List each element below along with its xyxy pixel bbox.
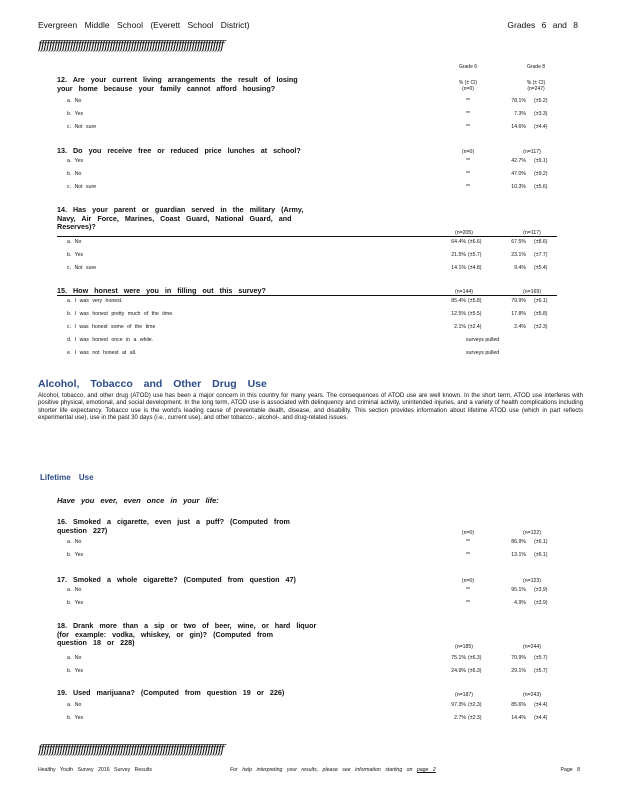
q15-e-note: surveys pulled [466,350,500,356]
q19-a-g8: 85.6% [511,702,526,708]
q19-b-g6-ci: (±2.3) [468,715,482,721]
col-grade6-pct: % (± CI) [458,80,478,86]
q14-a-g8-ci: (±8.6) [534,239,548,245]
q13-c-g8: 10.3% [511,184,526,190]
q12-b-g8: 7.3% [514,111,526,117]
q14-a-g6-ci: (±6.6) [468,239,482,245]
question-18: 18. Drank more than a sip or two of beer, wine, or hard liquor (for example: vodka, whiskey, or gin)? (Computed from question 18 or 228) [57,621,317,647]
subsection-title: Lifetime Use [40,473,94,482]
q14-rule [57,236,557,237]
q16-a-g8-ci: (±6.1) [534,539,548,545]
q12-c-g8: 14.6% [511,124,526,130]
q15-c-g8: 2.4% [514,324,526,330]
q15-a-g8-ci: (±6.1) [534,298,548,304]
q18-b-g8-ci: (±5.7) [534,668,548,674]
q17-b-g8-ci: (±3.9) [534,600,548,606]
q12-a-g6: ** [465,98,471,104]
question-15: 15. How honest were you in filling out this survey? [57,286,266,295]
q14-b-g8-ci: (±7.7) [534,252,548,258]
q19-b-g8: 14.4% [511,715,526,721]
q13-a-g8-ci: (±9.1) [534,158,548,164]
q18-a-g6-ci: (±6.3) [468,655,482,661]
q16-opt-a: a. No [67,539,82,545]
q19-a-g6: 97.3% [451,702,466,708]
q17-b-g6: ** [465,600,471,606]
q14-a-g8: 67.5% [511,239,526,245]
q14-b-g6: 21.5% [451,252,466,258]
q16-n-g6: (n=0) [461,530,475,536]
q13-opt-c: c. Not sure [67,184,97,190]
q14-opt-a: a. No [67,239,82,245]
question-16: 16. Smoked a cigarette, even just a puff? (Computed from question 227) [57,517,290,535]
q19-n-g8: (n=243) [522,692,542,698]
q12-c-g6: ** [465,124,471,130]
q13-c-g8-ci: (±5.6) [534,184,548,190]
question-17: 17. Smoked a whole cigarette? (Computed from question 47) [57,575,296,584]
q18-opt-a: a. No [67,655,82,661]
q18-b-g6: 24.9% [451,668,466,674]
question-14: 14. Has your parent or guardian served in the military (Army, Navy, Air Force, Marines, Coast Guard, National Guard, and Reserves)? [57,205,304,231]
q13-a-g6: ** [465,158,471,164]
q13-b-g8-ci: (±9.2) [534,171,548,177]
col-grade8-n: (n=247) [527,86,545,92]
q13-b-g8: 47.0% [511,171,526,177]
q13-opt-a: a. Yes [67,158,84,164]
q16-b-g8-ci: (±6.1) [534,552,548,558]
q12-a-g8-ci: (±5.2) [534,98,548,104]
q18-a-g8-ci: (±5.7) [534,655,548,661]
q12-c-g8-ci: (±4.4) [534,124,548,130]
q17-opt-b: b. Yes [67,600,84,606]
q16-b-g8: 13.1% [511,552,526,558]
q13-n-g8: (n=117) [523,149,541,155]
q15-a-g8: 79.9% [511,298,526,304]
footer-help-text [230,767,436,773]
q19-opt-a: a. No [67,702,82,708]
col-grade6: Grade 6 [458,64,478,70]
q15-c-g6-ci: (±2.4) [468,324,482,330]
q17-opt-a: a. No [67,587,82,593]
q16-b-g6: ** [465,552,471,558]
question-19: 19. Used marijuana? (Computed from question 19 or 226) [57,688,285,697]
question-12: 12. Are your current living arrangements the result of losing your home because your family cannot afford housing? [57,75,298,93]
q17-a-g8-ci: (±3.9) [534,587,548,593]
q15-b-g8-ci: (±5.8) [534,311,548,317]
q18-a-g8: 70.9% [511,655,526,661]
q16-opt-b: b. Yes [67,552,84,558]
q15-d-note: surveys pulled [466,337,500,343]
q15-n-g6: (n=144) [454,289,474,295]
q18-n-g8: (n=244) [522,644,542,650]
q13-b-g6: ** [465,171,471,177]
q14-c-g6: 14.1% [451,265,466,271]
q17-n-g8: (n=123) [522,578,542,584]
q18-b-g8: 29.1% [511,668,526,674]
q15-b-g6: 12.5% [451,311,466,317]
q19-a-g8-ci: (±4.4) [534,702,548,708]
q15-c-g8-ci: (±2.3) [534,324,548,330]
header-school: Evergreen Middle School (Everett School District) [38,20,250,30]
q12-opt-c: c. Not sure [67,124,97,130]
q14-c-g6-ci: (±4.8) [468,265,482,271]
col-grade6-n: (n=0) [462,86,474,92]
q14-n-g8: (n=117) [523,230,541,236]
footer-help-sentence: For help interpreting your results, please see information starting on [230,767,413,773]
q18-n-g6: (n=185) [454,644,474,650]
q19-b-g6: 2.7% [454,715,466,721]
q13-c-g6: ** [465,184,471,190]
q16-a-g8: 86.9% [511,539,526,545]
q15-opt-c: c. I was honest some of the time [67,324,156,330]
q18-a-g6: 75.1% [451,655,466,661]
section-intro: Alcohol, tobacco, and other drug (ATOD) use has been a major concern in this country for many years. The consequences of ATOD use are well known. In the short term, ATOD use interferes with positive physical, emotional, and social development. In the long term, ATOD use is associated with delinquency and criminal activity, unintended injuries, and a variety of health complications including shorter life expectancy. Tobacco use is the world's leading cause of preventable death, disease, and disability. This section provides information about lifetime ATOD use (which in part reflects experimental use), use in the past 30 days (i.e., current use), and other tobacco-, alcohol-, and drug-related issues. [38,392,583,422]
q19-opt-b: b. Yes [67,715,84,721]
q15-n-g8: (n=169) [522,289,542,295]
bottom-ornament-border: ffffffffffffffffffffffffffffffffffffffffffffffffffffffffffffffffffffff [38,742,223,756]
q12-a-g8: 78.1% [511,98,526,104]
q19-n-g6: (n=187) [454,692,474,698]
q15-opt-a: a. I was very honest. [67,298,123,304]
q13-opt-b: b. No [67,171,82,177]
footer-page-number: Page 8 [560,767,580,773]
section-title: Alcohol, Tobacco and Other Drug Use [38,378,267,390]
header-grades: Grades 6 and 8 [507,20,578,30]
q15-opt-d: d. I was honest once in a while. [67,337,154,343]
q19-a-g6-ci: (±2.3) [468,702,482,708]
q18-b-g6-ci: (±6.3) [468,668,482,674]
q15-rule [57,295,557,296]
footer-survey-title: Healthy Youth Survey 2016 Survey Results [38,767,152,773]
q12-opt-a: a. No [67,98,82,104]
q17-a-g6: ** [465,587,471,593]
col-grade8-pct: % (± CI) [526,80,546,86]
q17-n-g6: (n=0) [461,578,475,584]
q14-opt-b: b. Yes [67,252,84,258]
q14-b-g8: 23.1% [511,252,526,258]
q14-opt-c: c. Not sure [67,265,97,271]
q15-b-g6-ci: (±5.5) [468,311,482,317]
q16-n-g8: (n=122) [522,530,542,536]
q15-b-g8: 17.8% [511,311,526,317]
q14-c-g8: 9.4% [514,265,526,271]
q17-b-g8: 4.9% [514,600,526,606]
col-grade8: Grade 8 [526,64,546,70]
lead-question: Have you ever, even once in your life: [57,496,219,505]
q18-opt-b: b. Yes [67,668,84,674]
q12-opt-b: b. Yes [67,111,84,117]
question-13: 13. Do you receive free or reduced price lunches at school? [57,146,301,155]
q14-n-g6: (n=205) [454,230,474,236]
q16-a-g6: ** [465,539,471,545]
q15-a-g6-ci: (±5.8) [468,298,482,304]
footer-page-link[interactable]: page 2 [416,767,436,773]
q14-a-g6: 64.4% [451,239,466,245]
q13-n-g6: (n=0) [461,149,475,155]
top-ornament-border: ffffffffffffffffffffffffffffffffffffffffffffffffffffffffffffffffffffff [38,38,223,52]
q15-opt-e: e. I was not honest at all. [67,350,137,356]
q13-a-g8: 42.7% [511,158,526,164]
q15-a-g6: 85.4% [451,298,466,304]
q12-b-g8-ci: (±3.3) [534,111,548,117]
q12-b-g6: ** [465,111,471,117]
q14-c-g8-ci: (±5.4) [534,265,548,271]
q15-opt-b: b. I was honest pretty much of the time. [67,311,174,317]
q17-a-g8: 95.1% [511,587,526,593]
q15-c-g6: 2.1% [454,324,466,330]
q19-b-g8-ci: (±4.4) [534,715,548,721]
q14-b-g6-ci: (±5.7) [468,252,482,258]
